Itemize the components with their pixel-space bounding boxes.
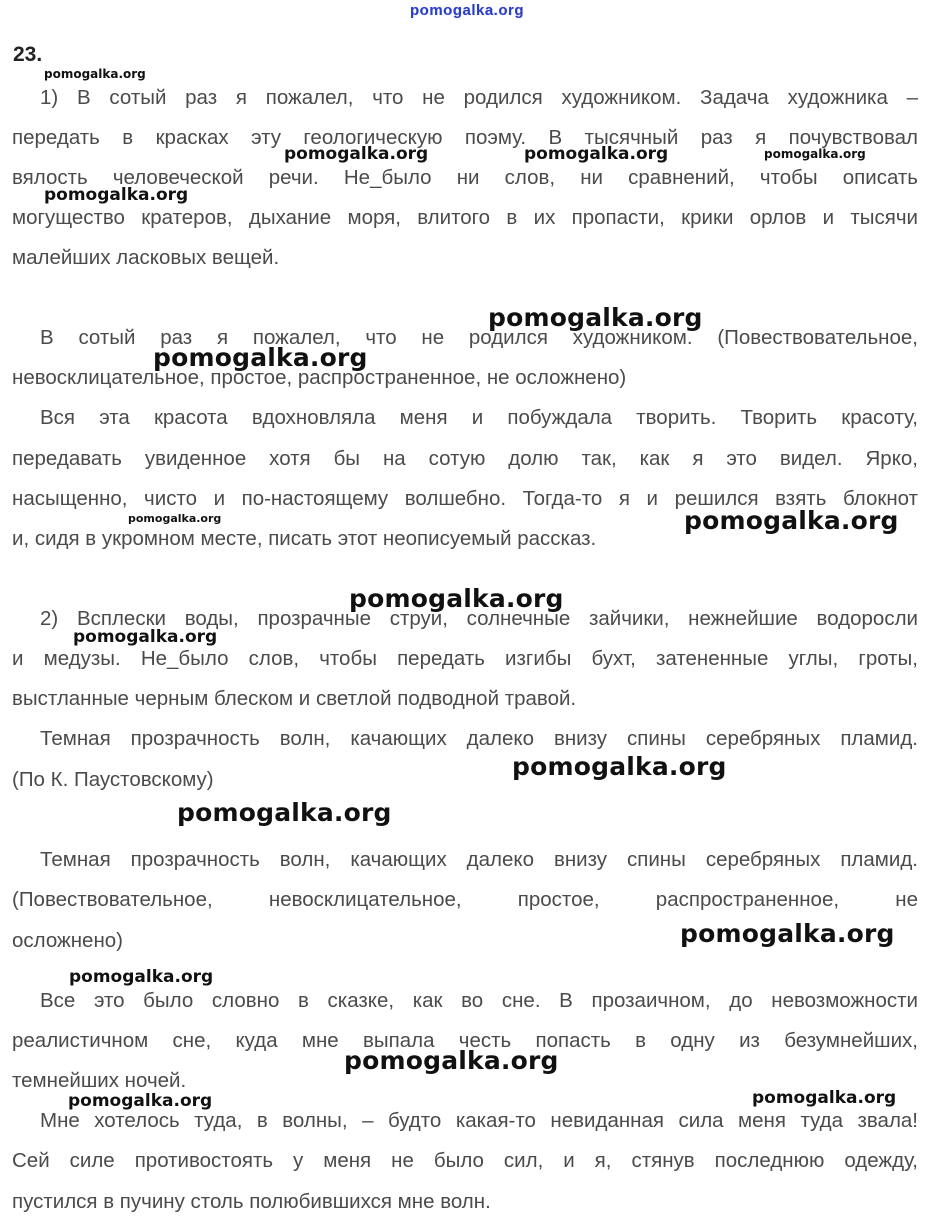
text-line: Вся эта красота вдохновляла меня и побуждала творить. Творить красоту,	[40, 406, 918, 429]
text-line: выстланные черным блеском и светлой подводной травой.	[12, 687, 577, 710]
text-line: и, сидя в укромном месте, писать этот неописуемый рассказ.	[12, 527, 597, 550]
text-line: пустился в пучину столь полюбившихся мне волн.	[12, 1190, 491, 1213]
watermark: pomogalka.org	[69, 967, 214, 987]
text-line: Темная прозрачность волн, качающих далеко внизу спины серебряных пламид.	[40, 848, 918, 871]
watermark: pomogalka.org	[349, 584, 564, 613]
text-line: (Повествовательное, невосклицательное, простое, распространенное, не	[12, 888, 918, 911]
watermark: pomogalka.org	[344, 1046, 559, 1075]
text-line: Сей силе противостоять у меня не было сил, и я, стянув последнюю одежду,	[12, 1149, 918, 1172]
watermark: pomogalka.org	[684, 506, 899, 535]
text-line: насыщенно, чисто и по-настоящему волшебно. Тогда-то я и решился взять блокнот	[12, 487, 918, 510]
text-line: темнейших ночей.	[12, 1069, 187, 1092]
watermark: pomogalka.org	[752, 1088, 897, 1108]
text-line: и медузы. Не_было слов, чтобы передать изгибы бухт, затененные углы, гроты,	[12, 647, 918, 670]
text-line: Все это было словно в сказке, как во сне. В прозаичном, до невозможности	[40, 989, 918, 1012]
watermark: pomogalka.org	[73, 627, 218, 647]
text-line: передать в красках эту геологическую поэму. В тысячный раз я почувствовал	[12, 126, 918, 149]
text-line: реалистичном сне, куда мне выпала честь попасть в одну из безумнейших,	[12, 1029, 918, 1052]
text-line: Мне хотелось туда, в волны, – будто какая-то невиданная сила меня туда звала!	[40, 1109, 918, 1132]
site-link[interactable]: pomogalka.org	[410, 2, 525, 19]
text-line: невосклицательное, простое, распространенное, не осложнено)	[12, 366, 627, 389]
text-line: 1) В сотый раз я пожалел, что не родился художником. Задача художника –	[40, 86, 918, 109]
text-line: осложнено)	[12, 929, 123, 952]
watermark: pomogalka.org	[524, 144, 669, 164]
watermark: pomogalka.org	[680, 919, 895, 948]
watermark: pomogalka.org	[512, 752, 727, 781]
text-line: 2) Всплески воды, прозрачные струи, солнечные зайчики, нежнейшие водоросли	[40, 607, 918, 630]
text-line: Темная прозрачность волн, качающих далеко внизу спины серебряных пламид.	[40, 727, 918, 750]
watermark: pomogalka.org	[44, 185, 189, 205]
watermark: pomogalka.org	[44, 67, 146, 81]
watermark: pomogalka.org	[488, 303, 703, 332]
watermark: pomogalka.org	[153, 343, 368, 372]
text-line: (По К. Паустовскому)	[12, 768, 214, 791]
watermark: pomogalka.org	[764, 147, 866, 161]
task-number: 23.	[13, 43, 43, 66]
text-line: могущество кратеров, дыхание моря, влитого в их пропасти, крики орлов и тысячи	[12, 206, 918, 229]
watermark: pomogalka.org	[128, 512, 222, 525]
text-line: В сотый раз я пожалел, что не родился художником. (Повествовательное,	[40, 326, 918, 349]
watermark: pomogalka.org	[284, 144, 429, 164]
text-line: вялость человеческой речи. Не_было ни слов, ни сравнений, чтобы описать	[12, 166, 918, 189]
text-line: передавать увиденное хотя бы на сотую долю так, как я это видел. Ярко,	[12, 447, 918, 470]
watermark: pomogalka.org	[177, 798, 392, 827]
watermark: pomogalka.org	[68, 1091, 213, 1111]
text-line: малейших ласковых вещей.	[12, 246, 280, 269]
